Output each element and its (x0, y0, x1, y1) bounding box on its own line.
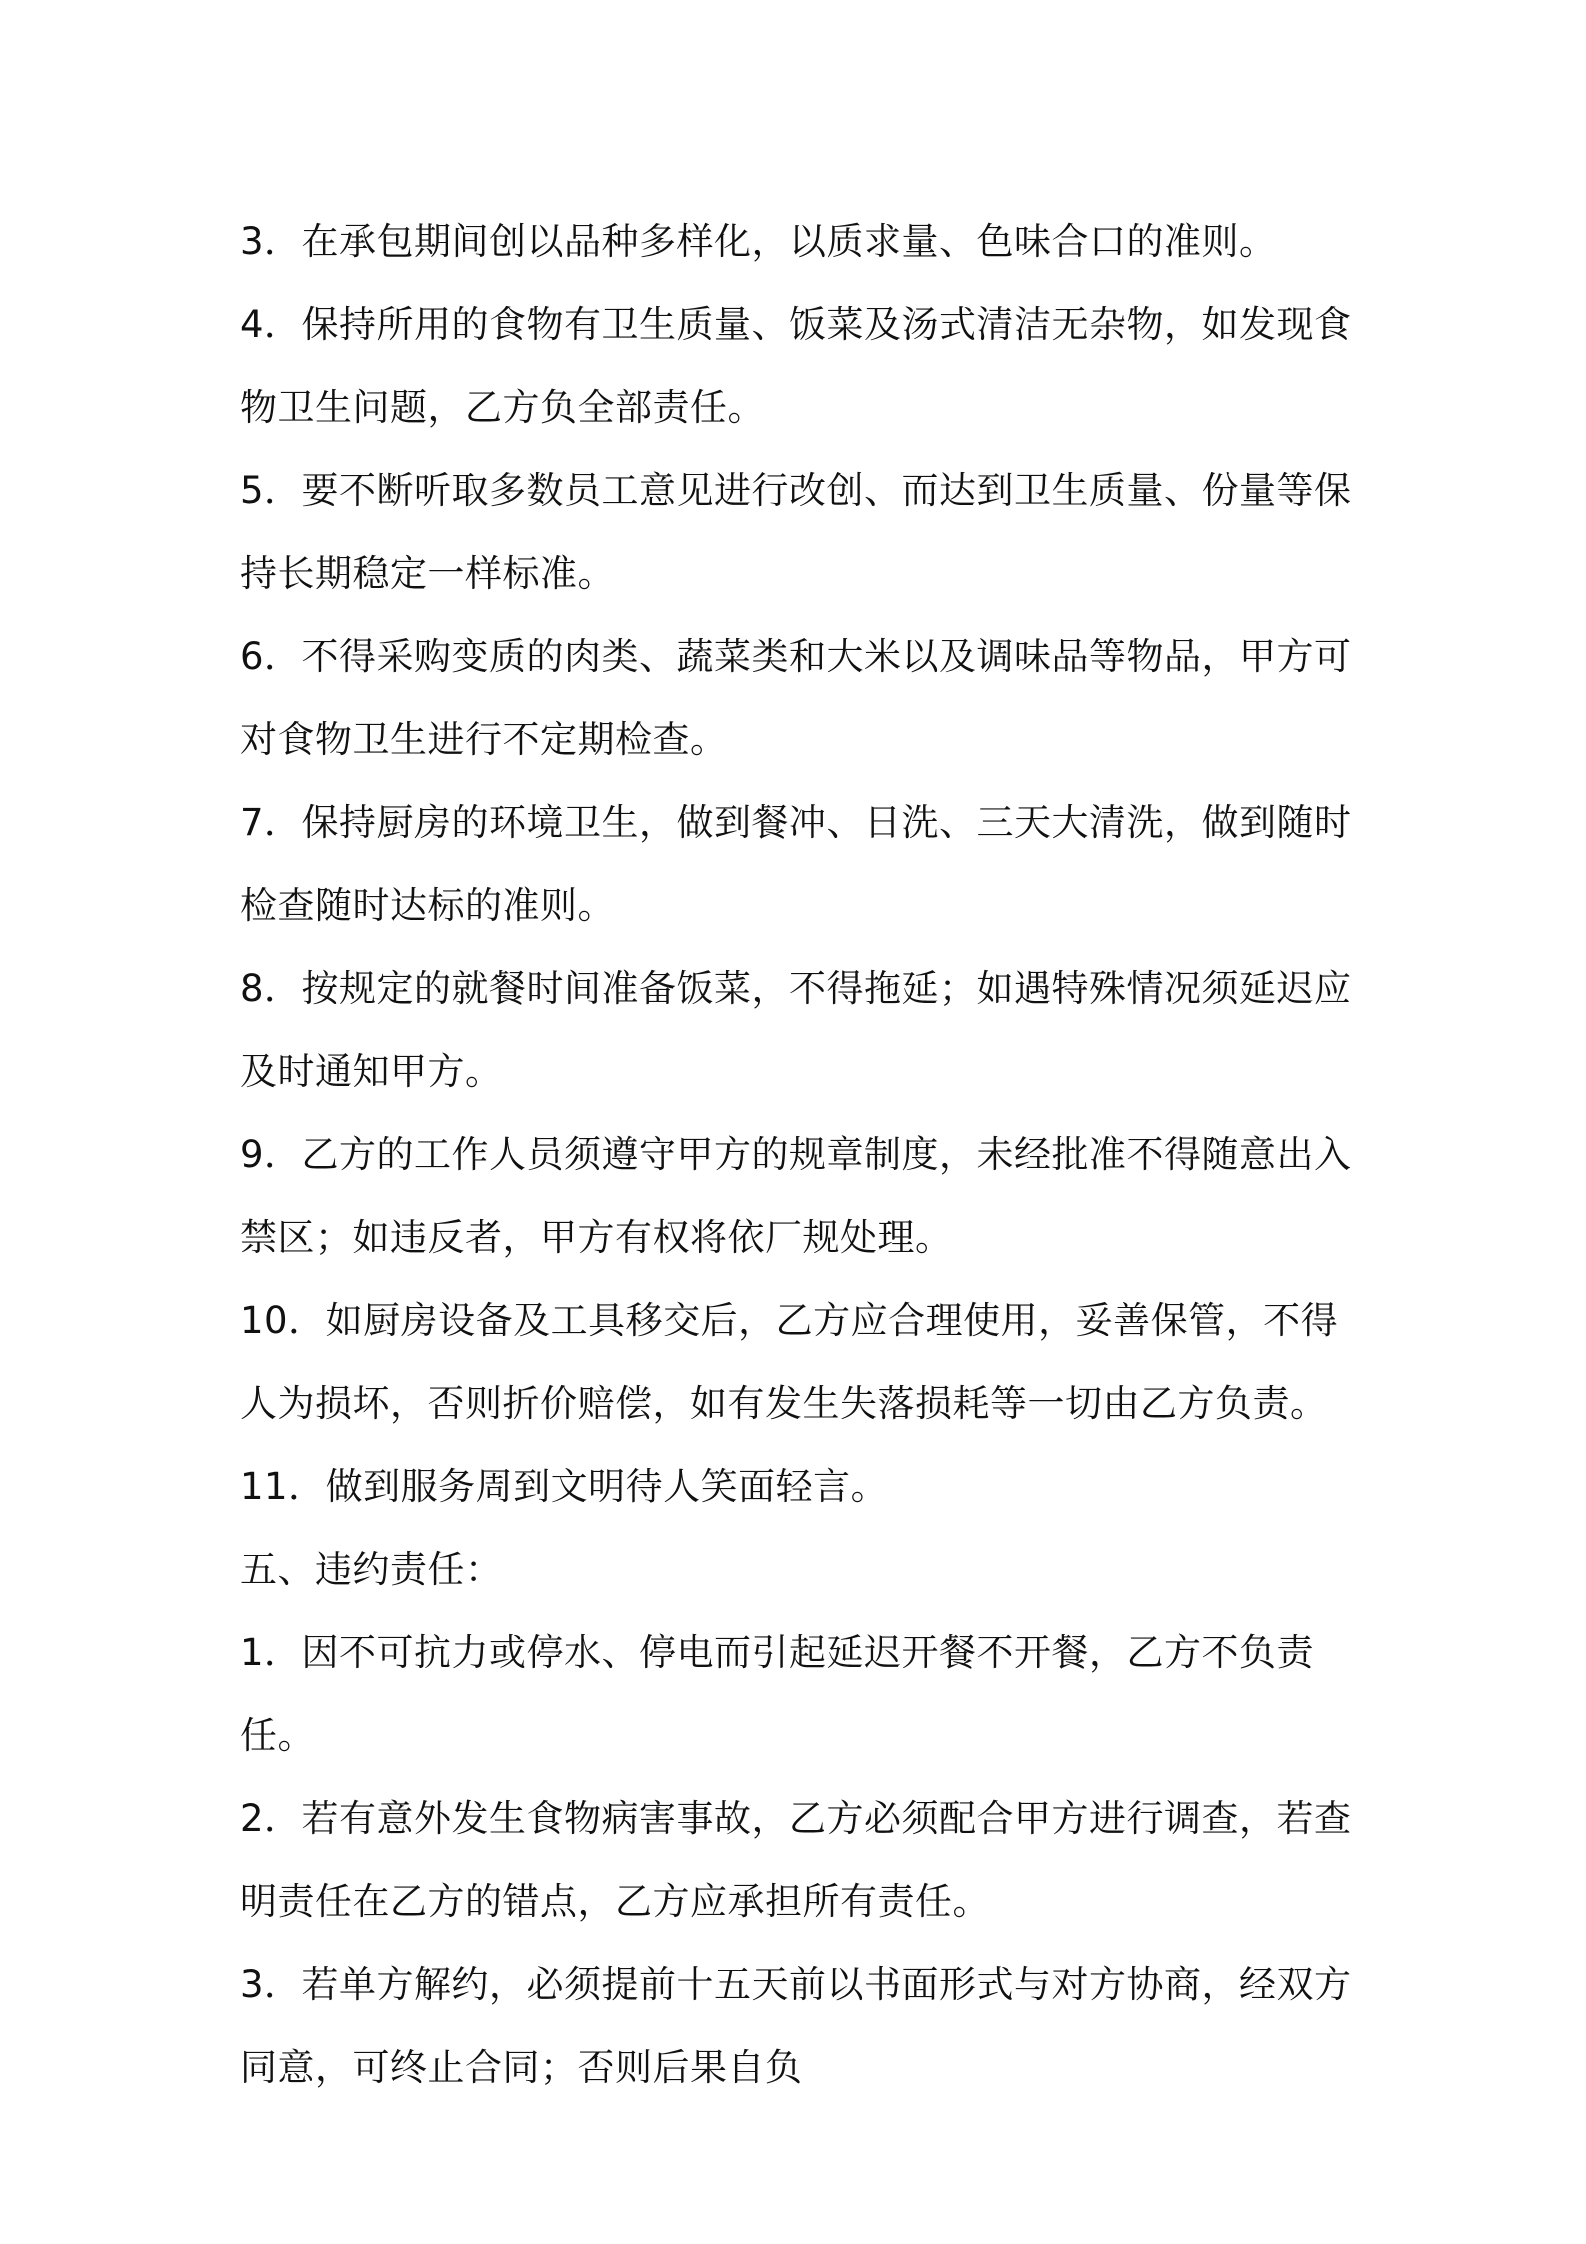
breach-clause-3: 3．若单方解约，必须提前十五天前以书面形式与对方协商，经双方同意，可终止合同；否则后果自负 (240, 1963, 1352, 2089)
breach-clause-1: 1．因不可抗力或停水、停电而引起延迟开餐不开餐，乙方不负责任。 (240, 1631, 1315, 1757)
clause-3-variety: 3．在承包期间创以品种多样化，以质求量、色味合口的准则。 (240, 220, 1277, 263)
clause-4-food-hygiene: 4．保持所用的食物有卫生质量、饭菜及汤式清洁无杂物，如发现食物卫生问题，乙方负全部责任。 (240, 303, 1352, 429)
clause-11-service: 11．做到服务周到文明待人笑面轻言。 (240, 1465, 889, 1508)
clause-5-employee-feedback: 5．要不断听取多数员工意见进行改创、而达到卫生质量、份量等保持长期稳定一样标准。 (240, 469, 1352, 595)
clause-8-meal-time: 8．按规定的就餐时间准备饭菜，不得拖延；如遇特殊情况须延迟应及时通知甲方。 (240, 967, 1352, 1093)
clause-9-staff-rules: 9．乙方的工作人员须遵守甲方的规章制度，未经批准不得随意出入禁区；如违反者，甲方有权将依厂规处理。 (240, 1133, 1352, 1259)
clause-6-procurement: 6．不得采购变质的肉类、蔬菜类和大米以及调味品等物品，甲方可对食物卫生进行不定期检查。 (240, 635, 1352, 761)
clause-7-kitchen-cleanliness: 7．保持厨房的环境卫生，做到餐冲、日洗、三天大清洗，做到随时检查随时达标的准则。 (240, 801, 1352, 927)
section-heading-breach: 五、违约责任： (240, 1548, 503, 1591)
clause-10-equipment: 10．如厨房设备及工具移交后，乙方应合理使用，妥善保管，不得人为损坏，否则折价赔偿，如有发生失落损耗等一切由乙方负责。 (240, 1299, 1339, 1425)
document-page (240, 200, 1360, 2109)
breach-clause-2: 2．若有意外发生食物病害事故，乙方必须配合甲方进行调查，若查明责任在乙方的错点，乙方应承担所有责任。 (240, 1797, 1352, 1923)
